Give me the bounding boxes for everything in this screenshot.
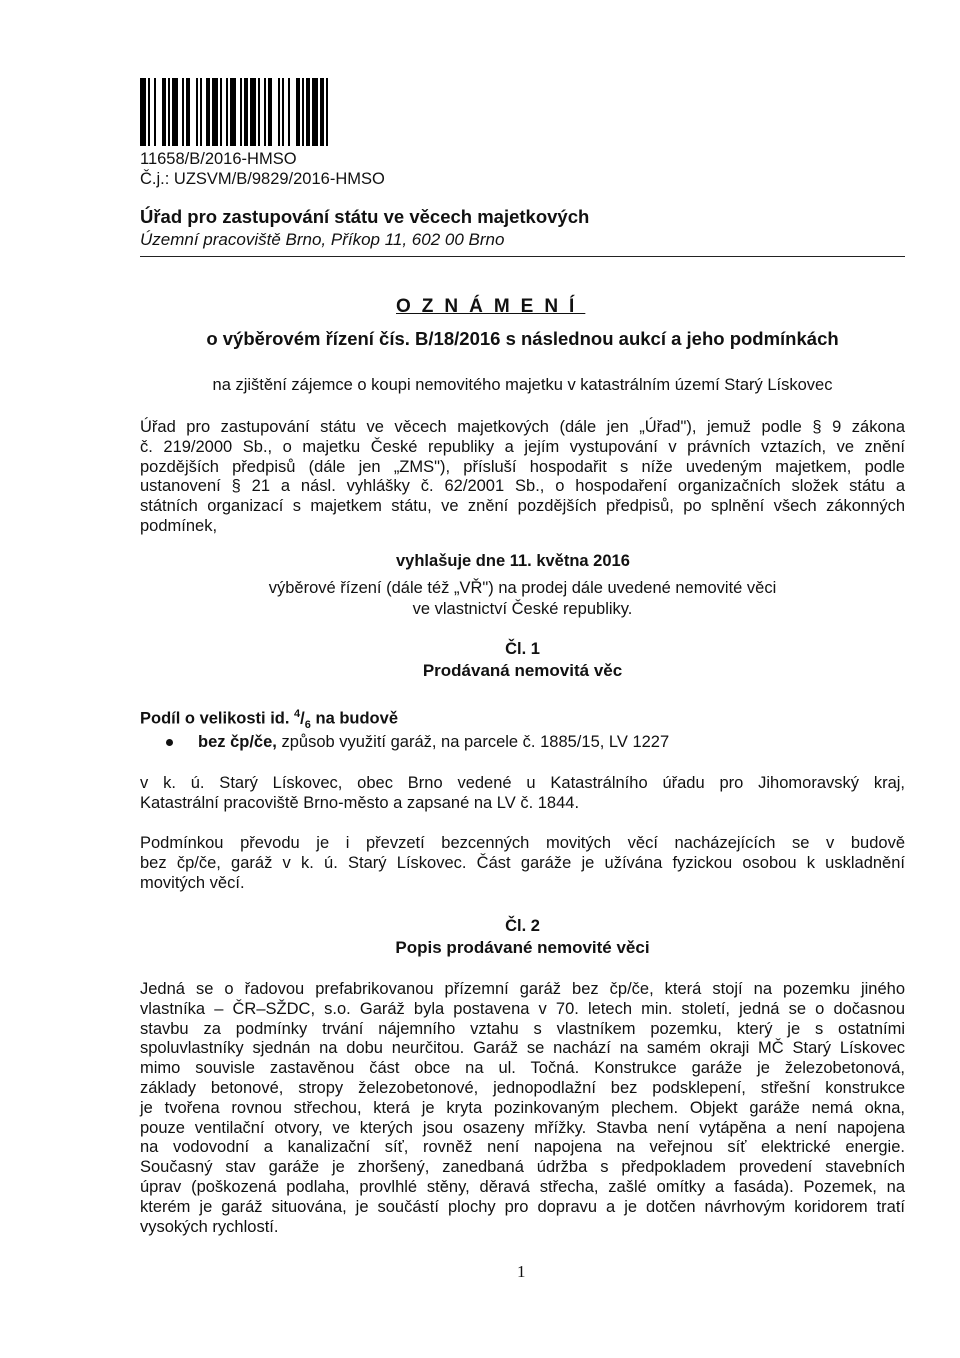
header-divider	[140, 256, 905, 257]
description-paragraph	[140, 980, 905, 1237]
condition-line: Podmínkou převodu je i převzetí bezcenných movitých věcí nacházejících se v budově	[140, 834, 905, 852]
location-paragraph	[140, 774, 905, 814]
description-line: kterém je garáž situována, je součástí plochy pro dopravu a je dotčen návrhovým koridorem tratí	[140, 1197, 905, 1216]
barcode-bar	[154, 78, 156, 146]
description-line: vysokých rychlostí.	[140, 1217, 279, 1236]
description-line: mimo souvisle zastavěnou část obce na ul. Točná. Konstrukce garáže je železobetonová,	[140, 1059, 905, 1078]
barcode-bar	[320, 78, 324, 146]
barcode-bar	[250, 78, 256, 146]
description-line: spoluvlastníky sjednán na dobu neurčitou. Garáž se nachází na samém okraji MČ Starý Lískovec	[140, 1039, 905, 1058]
description-line: základy betonové, stropy železobetonové, jednopodlažní bez podsklepení, střešní konstrukce	[140, 1078, 905, 1097]
barcode-bar	[244, 78, 248, 146]
barcode-bar	[302, 78, 304, 146]
share-numerator: 4	[294, 708, 301, 720]
notice-purpose: na zjištění zájemce o koupi nemovitého majetku v katastrálním území Starý Lískovec	[212, 376, 833, 394]
barcode-bar	[226, 78, 228, 146]
barcode-bar	[306, 78, 310, 146]
barcode-bar	[296, 78, 300, 146]
bullet-text: způsob využití garáž, na parcele č. 1885/15, LV 1227	[281, 733, 670, 751]
barcode-bar	[168, 78, 170, 146]
announcement-date: vyhlašuje dne 11. května 2016	[396, 552, 630, 570]
reference-number: 11658/B/2016-HMSO	[140, 150, 297, 168]
barcode-bar	[264, 78, 266, 146]
location-line: Katastrální pracoviště Brno-město a zapsané na LV č. 1844.	[140, 793, 580, 812]
article1-number: Čl. 1	[505, 640, 540, 658]
share-prefix: Podíl o velikosti id.	[140, 709, 290, 728]
intro-line: pozdějších předpisů (dále jen „ZMS"), přísluší hospodařit s níže uvedeným majetkem, podle	[140, 457, 905, 476]
barcode-bar	[312, 78, 318, 146]
page-number: 1	[517, 1262, 526, 1281]
barcode-bar	[148, 78, 150, 146]
barcode-bar	[240, 78, 242, 146]
condition-paragraph	[140, 834, 905, 893]
description-line: stavbu za podmínky trvání nájemního vztahu s vlastníkem pozemku, který je s ostatními	[140, 1019, 905, 1038]
description-line: vlastníka – ČR–SŽDC, s.o. Garáž byla postavena v 70. letech min. století, jedná se o dočasnou	[140, 999, 905, 1018]
barcode-bar	[282, 78, 284, 146]
description-line: na vodovodní a kanalizační síť, rovněž není napojena na veřejnou síť elektrické energie.	[140, 1138, 905, 1157]
barcode-bar	[326, 78, 328, 146]
condition-line: bez čp/če, garáž v k. ú. Starý Lískovec. Část garáže je užívána fyzickou osobou k uskladnění	[140, 853, 905, 872]
description-line: úprav (poškozená podlaha, provlhlé stěny, děravá střecha, zašlé omítky a fasáda). Pozemek, na	[140, 1177, 905, 1196]
barcode-bar	[200, 78, 202, 146]
barcode-bar	[230, 78, 236, 146]
description-line: Současný stav garáže je zhoršený, zanedbaná údržba s předpokladem provedení stavebních	[140, 1158, 905, 1177]
barcode-bar	[206, 78, 210, 146]
description-line: Jedná se o řadovou prefabrikovanou přízemní garáž bez čp/če, která stojí na pozemku jiného	[140, 980, 905, 998]
office-address: Územní pracoviště Brno, Příkop 11, 602 00 Brno	[140, 230, 505, 249]
condition-line: movitých věcí.	[140, 873, 245, 892]
share-line: Podíl o velikosti id. $^4/_6$ na budově	[140, 708, 398, 731]
barcode	[140, 78, 528, 146]
announcement-line: výběrové řízení (dále též „VŘ") na prodej dále uvedené nemovité věci	[268, 579, 777, 597]
intro-line: státních organizací s majetkem státu, ve znění pozdějších předpisů, po splnění všech zákonných	[140, 497, 905, 516]
intro-line: Úřad pro zastupování státu ve věcech majetkových (dále jen „Úřad"), jemuž podle § 9 zákona	[140, 418, 905, 436]
location-line: v k. ú. Starý Lískovec, obec Brno vedené u Katastrálního úřadu pro Jihomoravský kraj,	[140, 774, 905, 792]
bullet-icon	[166, 739, 173, 746]
article2-heading: Popis prodávané nemovité věci	[395, 938, 650, 957]
description-line: je tvořena rovnou střechou, která je kryta pozinkovaným plechem. Objekt garáže nemá okna,	[140, 1098, 905, 1117]
barcode-bar	[258, 78, 260, 146]
barcode-bar	[220, 78, 222, 146]
intro-line: podmínek,	[140, 516, 218, 535]
notice-title: OZNÁMENÍ	[396, 296, 586, 317]
barcode-bar	[212, 78, 218, 146]
property-bullet	[166, 733, 669, 753]
barcode-bar	[182, 78, 184, 146]
barcode-bar	[288, 78, 290, 146]
case-number: Č.j.: UZSVM/B/9829/2016-HMSO	[140, 170, 385, 188]
article2-number: Čl. 2	[505, 917, 540, 935]
share-suffix: na budově	[315, 709, 398, 728]
announcement-line: ve vlastnictví České republiky.	[412, 600, 633, 618]
intro-line: ustanovení § 21 a násl. vyhlášky č. 62/2001 Sb., o hospodaření organizačních složek státu a	[140, 477, 905, 496]
notice-subtitle: o výběrovém řízení čís. B/18/2016 s následnou aukcí a jeho podmínkách	[206, 328, 839, 349]
intro-line: č. 219/2000 Sb., o majetku České republiky a jejím vystupování v právních vztazích, ve znění	[140, 437, 905, 456]
barcode-bar	[186, 78, 190, 146]
barcode-bar	[278, 78, 280, 146]
barcode-bar	[140, 78, 146, 146]
barcode-bar	[196, 78, 198, 146]
bullet-bold: bez čp/če,	[198, 733, 277, 751]
barcode-bar	[172, 78, 178, 146]
barcode-bar	[268, 78, 272, 146]
office-name: Úřad pro zastupování státu ve věcech majetkových	[140, 206, 590, 227]
intro-paragraph	[140, 418, 905, 537]
share-denominator: 6	[304, 718, 311, 731]
article1-heading: Prodávaná nemovitá věc	[422, 661, 623, 680]
barcode-bar	[162, 78, 166, 146]
description-line: pouze ventilační otvory, ve kterých jsou osazeny mřížky. Stavba není vytápěna a není napojena	[140, 1118, 905, 1137]
